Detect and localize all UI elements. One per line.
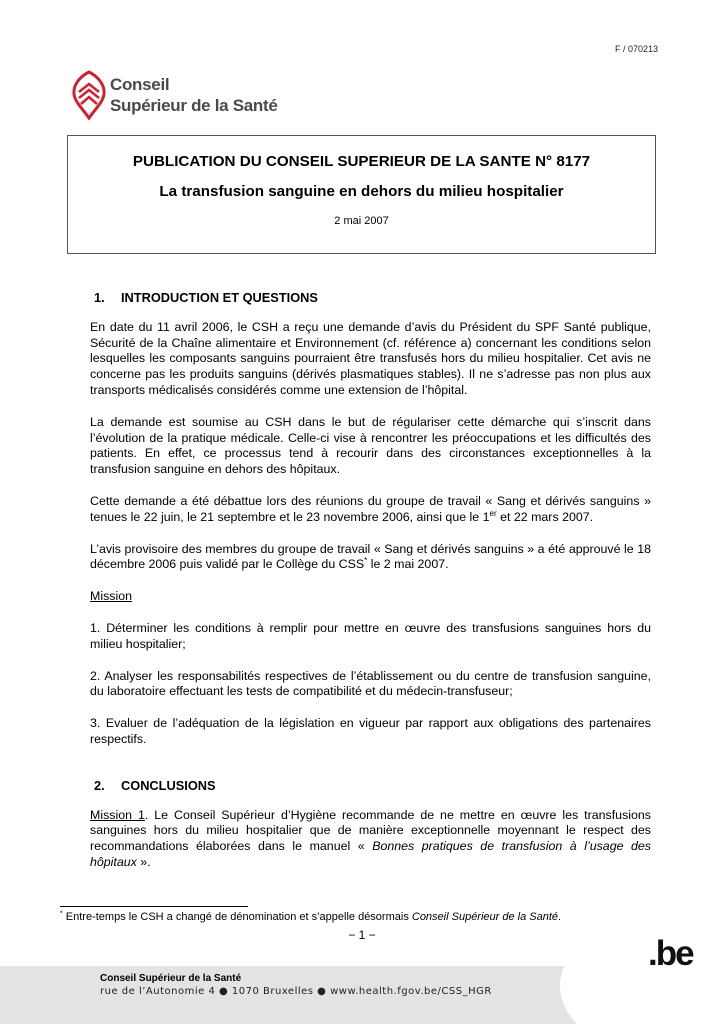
intro-paragraph-4: L’avis provisoire des membres du groupe de travail « Sang et dérivés sanguins » a été approuvé le 18 décembre 2006 puis validé par le Collège du CSS* le 2 mai 2007. [90,541,651,572]
footnote: * Entre-temps le CSH a changé de dénomination et s’appelle désormais Conseil Supérieur de la Santé. [60,910,562,923]
footer-organization: Conseil Supérieur de la Santé [100,973,242,984]
be-logo: .be [648,934,693,973]
document-reference: F / 070213 [614,44,658,54]
section-1-heading: 1. INTRODUCTION ET QUESTIONS [94,290,318,305]
logo-line-1: Conseil [110,75,170,94]
mission-item-1: 1. Déterminer les conditions à remplir pour mettre en œuvre des transfusions sanguines hors du milieu hospitalier; [90,620,651,651]
footer-address: rue de l’Autonomie 4 ● 1070 Bruxelles ● www.health.fgov.be/CSS_HGR [100,986,492,997]
conclusion-paragraph-1: Mission 1. Le Conseil Supérieur d’Hygiène recommande de ne mettre en œuvre les transfusions sanguines hors du milieu hospitalier que de manière exceptionnelle moyennant le respect des recommandations élaborées dans le manuel « Bonnes pratiques de transfusion à l’usage des hôpitaux ». [90,807,651,869]
publication-title-box [67,135,656,254]
intro-paragraph-1: En date du 11 avril 2006, le CSH a reçu une demande d’avis du Président du SPF Santé publique, Sécurité de la Chaîne alimentaire et Environnement (cf. référence a) concernant les conditions selon lesquelles les composants sanguins pourraient être transfusés hors du milieu hospitalier. Cet avis ne concerne pas les produits sanguins (dérivés plasmatiques stables). Il ne s’adresse pas non plus aux transports médicalisés considérés comme une extension de l’hôpital. [90,319,651,397]
logo-line-2: Supérieur de la Santé [110,96,278,115]
intro-paragraph-3: Cette demande a été débattue lors des réunions du groupe de travail « Sang et dérivés sanguins » tenues le 22 juin, le 21 septembre et le 23 novembre 2006, ainsi que le 1er et 22 mars 2007. [90,493,651,524]
page-number: − 1 − [348,928,376,942]
mission-item-3: 3. Evaluer de l’adéquation de la législation en vigueur par rapport aux obligations des partenaires respectifs. [90,716,651,746]
publication-subtitle: La transfusion sanguine en dehors du milieu hospitalier [159,183,564,200]
footnote-separator [60,906,248,907]
mission-item-2: 2. Analyser les responsabilités respectives de l’établissement ou du centre de transfusion sanguine, du laboratoire effectuant les tests de compatibilité et du médecin-transfuseur; [90,668,651,699]
heart-logo-icon [72,70,106,122]
section-2-heading: 2. CONCLUSIONS [94,777,216,793]
publication-title: PUBLICATION DU CONSEIL SUPERIEUR DE LA SANTE N° 8177 [132,153,591,170]
mission-label: Mission [90,589,132,604]
document-body [90,290,651,871]
footer-curve-decoration [560,966,724,1024]
intro-paragraph-2: La demande est soumise au CSH dans le but de régulariser cette démarche qui s’inscrit dans l’évolution de la pratique médicale. Celle-ci vise à rencontrer les préoccupations et les difficultés des patients. En effet, ce processus tend à recourir dans des circonstances exceptionnelles à la transfusion sanguine en dehors des hôpitaux. [90,414,651,477]
publication-date: 2 mai 2007 [334,215,389,227]
css-logo [72,70,312,122]
page-footer [0,966,724,1024]
